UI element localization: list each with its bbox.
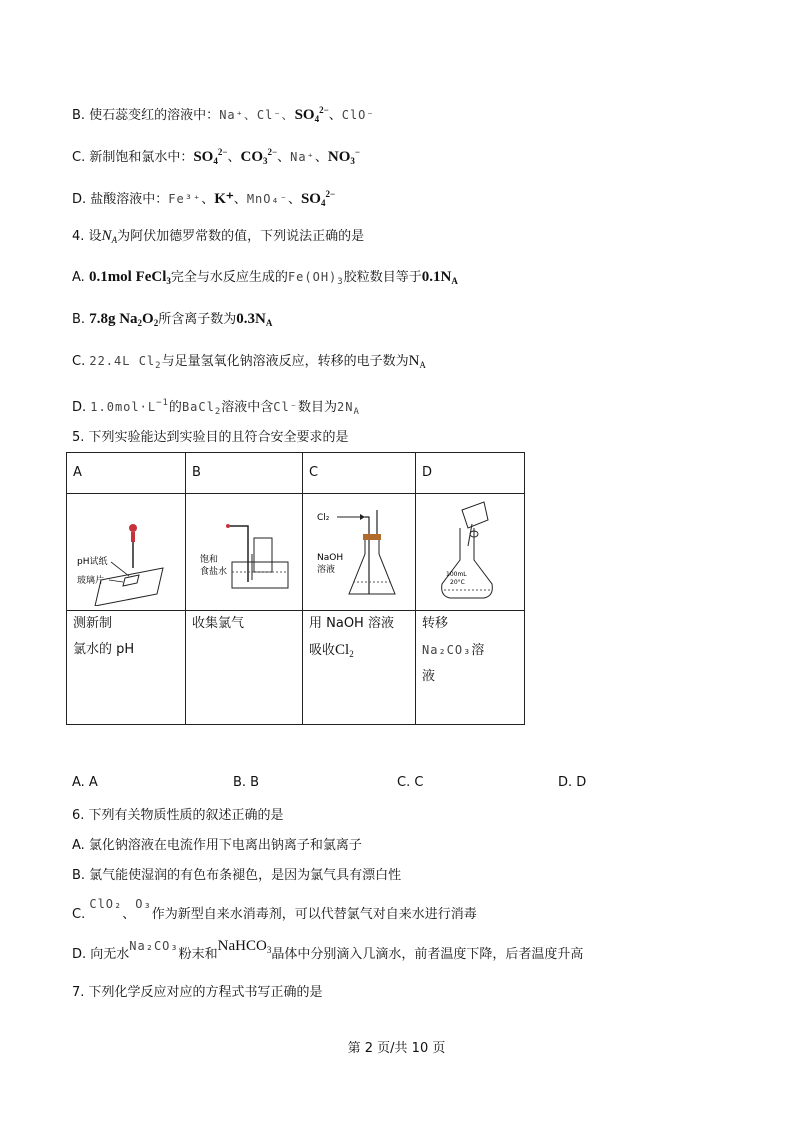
svg-text:玻璃片: 玻璃片 <box>77 576 105 586</box>
q5-answer-options <box>72 775 612 795</box>
q4-option-b: B. 7.8g $Na_2O_2$所含离子数为$0.3N_A$ <box>72 311 273 328</box>
svg-text:食盐水: 食盐水 <box>200 567 228 577</box>
svg-text:Cl₂: Cl₂ <box>317 513 330 523</box>
q3-option-d: D. 盐酸溶液中：Fe³⁺、K⁺、MnO₄⁻、$SO_4^{2-}$ <box>72 189 336 208</box>
ph-test-diagram <box>67 494 186 611</box>
q6-option-a: A. 氯化钠溶液在电流作用下电离出钠离子和氯离子 <box>72 838 362 853</box>
svg-text:NaOH: NaOH <box>317 553 344 563</box>
svg-text:20°C: 20°C <box>450 579 465 586</box>
q5-cell-a: 测新制 氯水的 pH <box>67 611 186 725</box>
q4-option-c: C. 22.4L $Cl_2$与足量氢氧化钠溶液反应，转移的电子数为$N_A$ <box>72 353 426 371</box>
gas-collection-icon <box>192 494 296 606</box>
flask-absorption-icon <box>309 494 409 606</box>
q7-stem: 7. 下列化学反应对应的方程式书写正确的是 <box>72 985 323 1000</box>
gas-collection-diagram <box>186 494 303 611</box>
q6-option-b: B. 氯气能使湿润的有色布条褪色，是因为氯气具有漂白性 <box>72 868 402 883</box>
svg-text:溶液: 溶液 <box>317 565 336 575</box>
q6-option-c: C. ClO₂、O₃作为新型自来水消毒剂，可以代替氯气对自来水进行消毒 <box>72 897 477 922</box>
q3-option-c: C. 新制饱和氯水中：$SO_4^{2-}$、$CO_3^{2-}$、Na⁺、$NO_3^-$ <box>72 147 361 166</box>
svg-text:100mL: 100mL <box>446 571 467 578</box>
q5-answer-c: C. C <box>397 775 424 790</box>
q4-option-a: A. 0.1mol FeCl$_3$完全与水反应生成的$Fe(OH)_3$胶粒数目等于$0.1N_A$ <box>72 269 458 287</box>
page-footer: 第 2 页/共 10 页 <box>347 1041 446 1056</box>
q4-option-d: D. $1.0mol\cdot L^{-1}$的BaCl$_2$溶液中含Cl⁻数目为$2N_A$ <box>72 398 360 417</box>
q5-cell-c: 用 NaOH 溶液 吸收$Cl_2$ <box>303 611 416 725</box>
svg-text:饱和: 饱和 <box>200 555 219 565</box>
q5-answer-a: A. A <box>72 775 98 790</box>
q5-cell-d: 转移 Na₂CO₃溶 液 <box>416 611 525 725</box>
q5-header-b: B <box>186 453 303 494</box>
volumetric-flask-diagram <box>416 494 525 611</box>
q5-answer-b: B. B <box>233 775 260 790</box>
volumetric-flask-icon <box>422 494 518 606</box>
q5-header-a: A <box>67 453 186 494</box>
q5-table <box>66 452 525 725</box>
q4-stem: 4. 设$N_A$为阿伏加德罗常数的值，下列说法正确的是 <box>72 228 365 245</box>
q5-answer-d: D. D <box>558 775 587 790</box>
sulfate-formula: $SO_4^{2-}$ <box>294 105 329 124</box>
svg-text:pH试纸: pH试纸 <box>77 557 108 567</box>
q5-header-d: D <box>416 453 525 494</box>
q6-option-d: D. 向无水Na₂CO₃粉末和NaHCO$_3$晶体中分别滴入几滴水，前者温度下降，后者温度升高 <box>72 938 584 962</box>
q5-header-c: C <box>303 453 416 494</box>
q5-cell-b: 收集氯气 <box>186 611 303 725</box>
q6-stem: 6. 下列有关物质性质的叙述正确的是 <box>72 808 284 823</box>
naoh-absorption-diagram <box>303 494 416 611</box>
q3-option-b: B. 使石蕊变红的溶液中：Na⁺、Cl⁻、$SO_4^{2-}$、ClO⁻ <box>72 105 375 124</box>
ph-paper-dropper-icon <box>73 494 179 606</box>
q5-stem: 5. 下列实验能达到实验目的且符合安全要求的是 <box>72 430 349 445</box>
